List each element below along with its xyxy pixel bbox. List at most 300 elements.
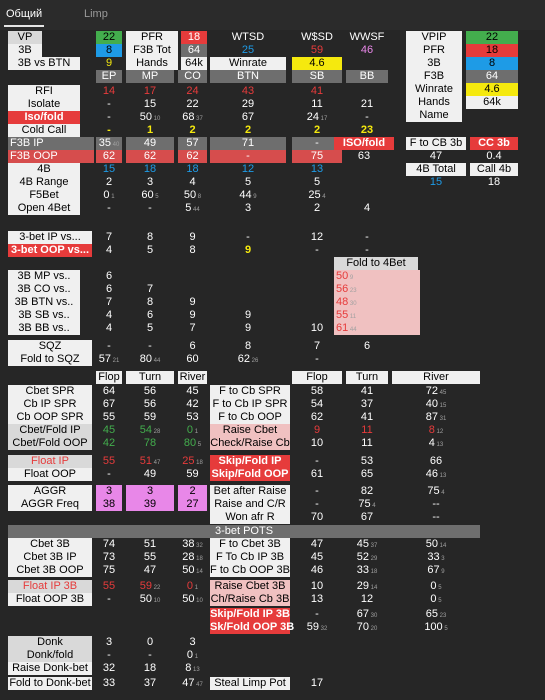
stat-cell xyxy=(126,137,174,150)
stat-cell xyxy=(178,424,207,437)
stat-value: 3 xyxy=(146,485,154,497)
stat-cell xyxy=(466,83,518,96)
stat-cell xyxy=(466,31,518,44)
stat-cell xyxy=(8,437,92,450)
stat-value: 3 xyxy=(244,202,252,214)
stat-value: 60 xyxy=(186,353,199,365)
stat-value: 12 xyxy=(360,593,374,605)
stat-value: 50 xyxy=(139,111,152,123)
stat-value: F3B xyxy=(423,70,445,82)
stat-value: 18 xyxy=(143,662,157,674)
stat-value: 57 xyxy=(186,137,199,149)
stat-value: 42 xyxy=(186,398,199,410)
stat-value: 18 xyxy=(487,176,501,188)
stat-cell xyxy=(96,498,122,511)
stat-value: 62 xyxy=(186,150,199,162)
stat-cell xyxy=(96,564,122,577)
stat-value: - xyxy=(365,111,369,123)
stat-value: Iso/fold xyxy=(24,111,64,123)
stat-cell xyxy=(8,525,480,538)
stat-cell xyxy=(292,621,342,634)
stat-cell xyxy=(346,593,388,606)
stat-cell xyxy=(8,150,94,163)
stat-cell xyxy=(406,150,466,163)
stat-cell xyxy=(8,296,80,309)
stat-cell xyxy=(178,580,207,593)
stat-value: 71 xyxy=(241,137,255,149)
stat-value: 0 xyxy=(146,636,154,648)
stat-value: 23 xyxy=(360,124,374,136)
stat-value: W$SD xyxy=(301,31,333,43)
stat-value: 67 xyxy=(356,608,369,620)
stat-cell xyxy=(178,455,207,468)
stat-value: Skip/Fold OOP xyxy=(211,468,289,480)
stat-value: 57 xyxy=(98,353,111,365)
stat-cell xyxy=(292,124,342,137)
stat-value: Hands xyxy=(136,57,168,69)
stat-value: 17 xyxy=(310,677,324,689)
stat-cell xyxy=(96,662,122,675)
stat-value: 54 xyxy=(139,424,152,436)
stat-cell xyxy=(392,424,480,437)
stat-value: 5 xyxy=(146,322,154,334)
stat-cell xyxy=(96,163,122,176)
stat-cell xyxy=(8,340,92,353)
stat-value: Float OOP xyxy=(24,468,76,480)
stat-cell xyxy=(210,150,286,163)
stat-cell xyxy=(210,85,286,98)
stat-value: - xyxy=(315,455,319,467)
stat-value: - xyxy=(315,353,319,365)
stat-cell xyxy=(126,150,174,163)
stat-cell xyxy=(292,498,342,511)
stat-value: 33 xyxy=(427,551,440,563)
stat-cell xyxy=(96,189,122,202)
stat-value: 55 xyxy=(102,455,116,467)
stat-cell xyxy=(96,353,122,366)
stat-value: Check/Raise Cb xyxy=(210,437,290,449)
stat-cell xyxy=(210,411,290,424)
stat-value: Fold to Donk-bet xyxy=(9,677,91,689)
stat-cell xyxy=(292,231,342,244)
stat-value: VP xyxy=(17,31,33,43)
stat-cell xyxy=(346,608,388,621)
sample-size: 3 xyxy=(439,556,445,562)
stat-cell xyxy=(126,662,174,675)
stat-value: 48 xyxy=(336,296,349,308)
stat-value: Float IP xyxy=(31,455,69,467)
stat-value: 52 xyxy=(356,551,369,563)
stat-value: - xyxy=(148,649,152,661)
stat-value: 100 xyxy=(424,621,443,633)
stat-cell xyxy=(96,636,122,649)
stat-cell xyxy=(178,124,207,137)
stat-cell xyxy=(126,202,174,215)
sample-size: 23 xyxy=(348,288,357,294)
stat-value: Winrate xyxy=(229,57,267,69)
stat-value: 64k xyxy=(483,96,501,108)
stat-value: - xyxy=(107,649,111,661)
stat-value: - xyxy=(148,202,152,214)
stat-value: - xyxy=(315,244,319,256)
sample-size: 18 xyxy=(194,460,203,466)
stat-value: 64 xyxy=(102,385,116,397)
stat-value: ISO/fold xyxy=(342,137,386,149)
stat-cell xyxy=(96,398,122,411)
stat-value: 6 xyxy=(105,283,113,295)
stat-value: 9 xyxy=(105,57,113,69)
stat-value: 7 xyxy=(189,322,196,334)
stat-cell xyxy=(8,244,92,257)
stat-value: - xyxy=(365,244,369,256)
sample-size: 37 xyxy=(194,116,203,122)
stat-value: River xyxy=(179,371,206,383)
stat-cell xyxy=(8,468,92,481)
stat-value: 80 xyxy=(139,353,152,365)
stat-cell xyxy=(346,424,388,437)
stat-value: Call 4b xyxy=(476,163,512,175)
stat-value: Turn xyxy=(138,371,162,383)
sample-size: 45 xyxy=(437,390,447,396)
stat-value: Cbet/Fold IP xyxy=(19,424,81,436)
tab-limp[interactable]: Limp xyxy=(84,8,108,20)
stat-cell xyxy=(210,202,286,215)
stat-cell xyxy=(334,296,420,309)
stat-value: 62 xyxy=(310,411,324,423)
stat-value: F3B Tot xyxy=(133,44,171,56)
stat-cell xyxy=(210,189,286,202)
stat-value: 7 xyxy=(313,340,321,352)
stat-cell xyxy=(126,437,174,450)
stat-value: 2 xyxy=(313,124,321,136)
stat-cell xyxy=(292,244,342,257)
stat-cell xyxy=(210,163,286,176)
stat-value: 70 xyxy=(356,621,369,633)
stat-value: 70 xyxy=(310,511,324,523)
stat-value: F to Cbet 3B xyxy=(219,538,281,550)
stat-cell xyxy=(8,231,92,244)
stat-value: Turn xyxy=(355,371,379,383)
stat-cell xyxy=(210,385,290,398)
stat-cell xyxy=(292,371,342,384)
sample-size: 4 xyxy=(320,194,326,200)
stat-value: 65 xyxy=(360,468,374,480)
stat-value: 55 xyxy=(102,580,116,592)
stat-cell xyxy=(346,580,388,593)
stat-cell xyxy=(392,468,480,481)
stat-cell xyxy=(346,385,388,398)
stat-value: 8 xyxy=(428,424,435,436)
stat-value: 47 xyxy=(310,538,324,550)
stat-value: 8 xyxy=(189,244,196,256)
sample-size: 10 xyxy=(151,598,161,604)
stat-value: Raise and C/R xyxy=(214,498,286,510)
stat-cell xyxy=(96,31,122,44)
stat-cell xyxy=(334,137,394,150)
stat-cell xyxy=(178,636,207,649)
stat-value: 8 xyxy=(185,662,192,674)
sample-size: 12 xyxy=(434,429,444,435)
stat-value: 24 xyxy=(186,85,199,97)
stat-cell xyxy=(292,85,342,98)
stat-value: Open 4Bet xyxy=(17,202,71,214)
stat-cell xyxy=(181,57,207,70)
stat-cell xyxy=(126,485,174,498)
stat-cell xyxy=(96,437,122,450)
sample-size: 5 xyxy=(153,194,159,200)
stat-cell xyxy=(8,385,92,398)
stat-cell xyxy=(126,677,174,690)
stat-cell xyxy=(346,498,388,511)
stat-cell xyxy=(178,163,207,176)
stat-cell xyxy=(406,109,462,122)
stat-value: 4B xyxy=(37,163,51,175)
stat-cell xyxy=(392,551,480,564)
stat-cell xyxy=(392,437,480,450)
sample-size: 5 xyxy=(436,598,442,604)
stat-value: F3B OOP xyxy=(10,150,58,162)
stat-value: 4B Total xyxy=(416,163,456,175)
stat-value: 13 xyxy=(310,163,324,175)
sample-size: 32 xyxy=(318,626,328,632)
stat-value: 29 xyxy=(356,580,369,592)
stat-value: 56 xyxy=(336,283,349,295)
stat-cell xyxy=(126,44,178,57)
stat-cell xyxy=(96,231,122,244)
sample-size: 18 xyxy=(194,556,203,562)
stat-value: 5 xyxy=(146,244,154,256)
stat-value: 33 xyxy=(102,677,116,689)
sample-size: 14 xyxy=(194,569,203,575)
stat-value: 72 xyxy=(425,385,438,397)
stat-value: 3B BB vs.. xyxy=(18,322,70,334)
stat-cell xyxy=(96,70,122,83)
stat-value: PFR xyxy=(423,44,445,56)
stat-value: 7 xyxy=(105,296,113,308)
stat-value: Winrate xyxy=(415,83,453,95)
stat-value: 41 xyxy=(360,411,374,423)
stat-cell xyxy=(126,564,174,577)
stat-cell xyxy=(178,398,207,411)
stat-cell xyxy=(8,538,92,551)
stat-value: PFR xyxy=(141,31,163,43)
stat-value: 4 xyxy=(363,202,371,214)
stat-cell xyxy=(392,411,480,424)
stat-value: 65 xyxy=(425,608,438,620)
sample-size: 1 xyxy=(193,429,199,435)
stat-cell xyxy=(392,498,480,511)
stat-cell xyxy=(292,455,342,468)
stat-cell xyxy=(8,98,80,111)
stat-value: Hands xyxy=(418,96,450,108)
stat-cell xyxy=(466,57,518,70)
stat-value: 67 xyxy=(427,564,440,576)
stat-cell xyxy=(96,551,122,564)
stat-value: 75 xyxy=(102,564,116,576)
stat-value: 59 xyxy=(139,580,152,592)
sample-size: 1 xyxy=(193,654,199,660)
stat-value: Float IP 3B xyxy=(22,580,78,592)
stat-value: 44 xyxy=(239,189,252,201)
stat-cell xyxy=(178,485,207,498)
stat-value: 3 xyxy=(189,636,196,648)
stat-cell xyxy=(346,398,388,411)
stat-cell xyxy=(392,398,480,411)
stat-cell xyxy=(292,511,342,524)
stat-cell xyxy=(178,385,207,398)
sample-size: 30 xyxy=(348,301,357,307)
stat-cell xyxy=(210,44,286,57)
stat-value: Ch/Raise Cb 3B xyxy=(210,593,290,605)
stat-value: 64 xyxy=(187,44,201,56)
stat-cell xyxy=(392,371,480,384)
stat-cell xyxy=(292,564,342,577)
stat-cell xyxy=(292,398,342,411)
stat-cell xyxy=(292,580,342,593)
stat-cell xyxy=(392,455,480,468)
stat-value: 0 xyxy=(186,580,194,592)
stat-cell xyxy=(210,124,286,137)
stat-cell xyxy=(406,57,462,70)
stat-value: 1 xyxy=(146,124,154,136)
stat-cell xyxy=(8,662,92,675)
stat-cell xyxy=(210,677,290,690)
stat-value: 56 xyxy=(143,385,157,397)
stat-value: 53 xyxy=(186,411,199,423)
stat-cell xyxy=(406,96,462,109)
stat-cell xyxy=(392,538,480,551)
stat-cell xyxy=(210,551,290,564)
stat-value: 7 xyxy=(146,283,154,295)
stat-cell xyxy=(210,322,286,335)
stat-cell xyxy=(406,70,462,83)
stat-cell xyxy=(178,564,207,577)
sample-size: 13 xyxy=(437,473,447,479)
stat-value: 22 xyxy=(102,31,116,43)
stat-cell xyxy=(96,85,122,98)
stat-cell xyxy=(126,649,174,662)
sample-size: 28 xyxy=(151,429,161,435)
stat-cell xyxy=(210,621,295,634)
stat-cell xyxy=(292,44,342,57)
stat-value: 12 xyxy=(310,231,324,243)
stat-value: Cbet 3B xyxy=(30,538,70,550)
stat-value: 2 xyxy=(105,176,113,188)
stat-cell xyxy=(346,437,388,450)
sample-size: 5 xyxy=(442,626,448,632)
stat-cell xyxy=(8,57,80,70)
stat-value: 0 xyxy=(430,580,437,592)
stat-cell xyxy=(346,244,388,257)
stat-value: CO xyxy=(184,70,201,82)
stat-value: 4 xyxy=(105,322,113,334)
stat-value: Raise Cbet xyxy=(222,424,278,436)
stat-value: 42 xyxy=(102,437,116,449)
stat-value: BTN xyxy=(237,70,259,82)
stat-cell xyxy=(346,621,388,634)
stat-cell xyxy=(178,296,207,309)
sample-size: 26 xyxy=(249,358,259,364)
stat-value: 28 xyxy=(182,551,195,563)
stat-cell xyxy=(346,551,388,564)
stat-value: 4 xyxy=(189,176,196,188)
stat-value: 46 xyxy=(425,468,438,480)
stat-value: 75 xyxy=(427,485,440,497)
stat-cell xyxy=(8,270,80,283)
stat-value: Cold Call xyxy=(21,124,67,136)
stat-value: - xyxy=(107,202,111,214)
sample-size: 44 xyxy=(348,327,357,333)
stat-value: 67 xyxy=(241,111,255,123)
stat-cell xyxy=(8,124,80,137)
sample-size: 1 xyxy=(193,585,199,591)
stat-cell xyxy=(96,44,122,57)
stat-value: 5 xyxy=(244,176,252,188)
stat-cell xyxy=(126,580,174,593)
stat-cell xyxy=(392,385,480,398)
stat-cell xyxy=(8,424,92,437)
stat-value: Sk/Fold OOP 3B xyxy=(210,621,295,633)
stat-cell xyxy=(178,649,207,662)
stat-cell xyxy=(96,296,122,309)
stat-value: Fold to 4Bet xyxy=(346,257,406,269)
stat-cell xyxy=(210,309,286,322)
stat-value: 8 xyxy=(146,296,154,308)
stat-cell xyxy=(210,98,286,111)
stat-cell xyxy=(292,70,342,83)
stat-value: F to Cb IP SPR xyxy=(212,398,288,410)
stat-cell xyxy=(126,283,174,296)
stat-cell xyxy=(210,455,290,468)
stat-value: 59 xyxy=(306,621,319,633)
stat-value: 3 xyxy=(105,485,113,497)
stat-cell xyxy=(346,340,388,353)
stat-value: 2 xyxy=(313,202,321,214)
stat-cell xyxy=(96,98,122,111)
tab-general[interactable]: Общий xyxy=(6,8,43,20)
stat-value: - xyxy=(148,340,152,352)
sample-size: 13 xyxy=(191,667,200,673)
stat-value: 38 xyxy=(182,538,195,550)
stat-cell xyxy=(8,163,80,176)
sample-size: 1 xyxy=(109,194,115,200)
stat-cell xyxy=(178,468,207,481)
sample-size: 37 xyxy=(368,543,378,549)
stat-value: 8 xyxy=(244,340,252,352)
stat-value: Won afr R xyxy=(225,511,275,523)
stat-cell xyxy=(406,31,462,44)
stat-value: 18 xyxy=(485,44,499,56)
stat-cell xyxy=(96,385,122,398)
stat-cell xyxy=(334,322,420,335)
stat-value: 37 xyxy=(360,398,374,410)
stat-value: 37 xyxy=(143,677,157,689)
stat-value: RFI xyxy=(35,85,53,97)
stat-cell xyxy=(96,649,122,662)
sample-size: 44 xyxy=(191,207,200,213)
stat-cell xyxy=(292,176,342,189)
stat-cell xyxy=(126,371,174,384)
stat-value: 45 xyxy=(102,424,116,436)
stat-value: WWSF xyxy=(349,31,385,43)
sample-size: 10 xyxy=(194,598,203,604)
sample-size: 31 xyxy=(437,416,447,422)
stat-cell xyxy=(392,621,480,634)
stat-value: -- xyxy=(432,498,440,510)
stat-value: 41 xyxy=(360,385,374,397)
stat-value: 22 xyxy=(485,31,499,43)
stat-value: VPIP xyxy=(421,31,447,43)
